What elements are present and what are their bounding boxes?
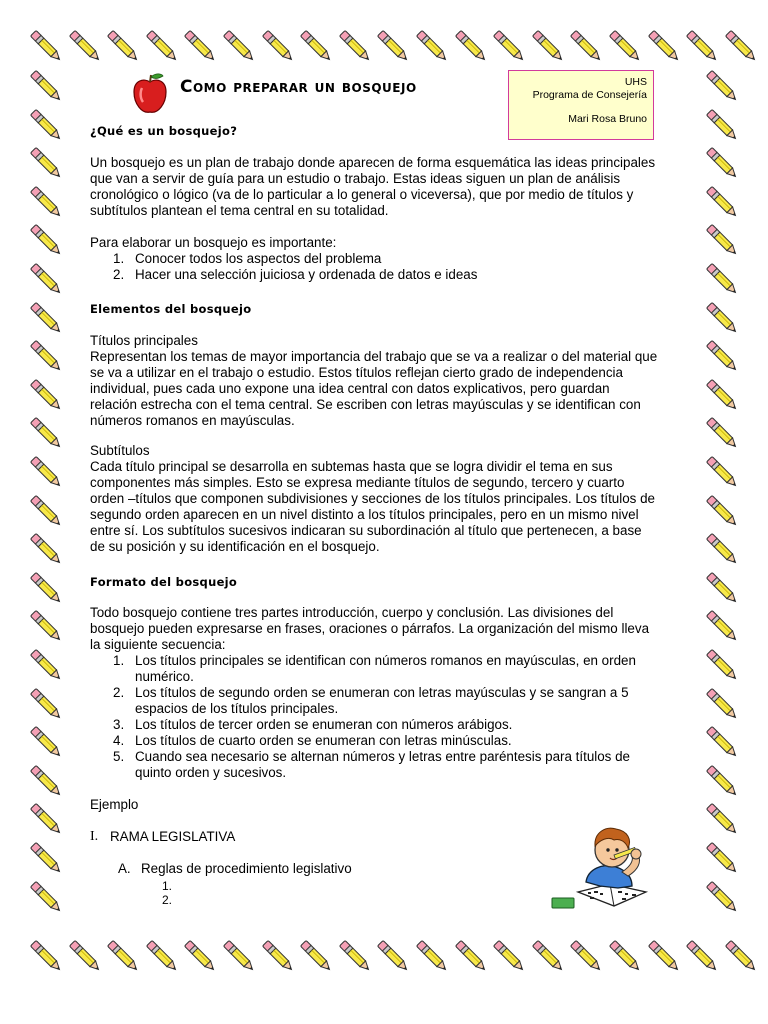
- subsection-title: Títulos principales: [90, 333, 198, 348]
- list-text: Los títulos de tercer orden se enumeran con números arábigos.: [135, 717, 513, 732]
- title-row: [130, 72, 510, 116]
- section-heading: Formato del bosquejo: [90, 575, 238, 589]
- pencil-icon: [140, 934, 184, 978]
- text-line: que van a servir de guía para un estudio o trabajo. Estas ideas siguen un plan de análisis: [90, 171, 621, 187]
- pencil-icon: [24, 682, 68, 726]
- pencil-icon: [700, 373, 744, 417]
- list-item: [113, 685, 678, 717]
- pencil-icon: [371, 24, 415, 68]
- pencil-icon: [700, 604, 744, 648]
- pencil-icon: [24, 373, 68, 417]
- pencil-icon: [24, 934, 68, 978]
- pencil-icon: [24, 875, 68, 919]
- pencil-icon: [564, 934, 608, 978]
- pencil-icon: [700, 103, 744, 147]
- pencil-icon: [63, 24, 107, 68]
- outline-level1-number: I.: [90, 829, 99, 844]
- pencil-icon: [700, 411, 744, 455]
- pencil-icon: [24, 836, 68, 880]
- pencil-icon: [24, 720, 68, 764]
- outline-level1-text: RAMA LEGISLATIVA: [110, 829, 236, 844]
- pencil-icon: [24, 218, 68, 262]
- text-line: entre sí. Los subtítulos sucesivos indicaran su subordinación al título que pertenecen, a base: [90, 523, 642, 539]
- apple-icon: [130, 72, 170, 116]
- paragraph: Para elaborar un bosquejo es importante:: [90, 235, 337, 250]
- list-item: [113, 749, 678, 781]
- list-text: espacios de los títulos principales.: [135, 701, 339, 717]
- text-line: Cada título principal se desarrolla en subtemas hasta que se logra dividir el tema en sus: [90, 459, 613, 474]
- list-text: Hacer una selección juiciosa y ordenada de datos e ideas: [135, 267, 478, 282]
- paragraph: [90, 155, 678, 219]
- list-number: 2.: [113, 267, 125, 282]
- pencil-icon: [449, 24, 493, 68]
- pencil-icon: [24, 64, 68, 108]
- pencil-icon: [719, 934, 763, 978]
- text-line: cronológico o lógico (va de lo particular a lo general o viceversa), que por medio de títulos y: [90, 187, 634, 203]
- pencil-icon: [294, 24, 338, 68]
- outline-level3-number: 1.: [162, 879, 173, 893]
- text-line: relación estrecha con el tema central. Se escriben con letras mayúsculas y se identifican con: [90, 397, 641, 413]
- list-text: quinto orden y sucesivos.: [135, 765, 287, 781]
- pencil-icon: [603, 934, 647, 978]
- paragraph: [90, 605, 678, 653]
- pencil-icon: [24, 643, 68, 687]
- text-line: bosquejo pueden expresarse en frases, oraciones o párrafos. La organización del mismo lleva: [90, 621, 650, 637]
- pencil-icon: [700, 527, 744, 571]
- outline-level3-number: 2.: [162, 893, 173, 907]
- info-school: UHS: [624, 76, 647, 88]
- list-item: [113, 717, 678, 733]
- pencil-icon: [700, 797, 744, 841]
- text-line: segundo orden aparecen en un nivel distinto a los títulos principales, pero en un mismo nivel: [90, 507, 639, 523]
- pencil-icon: [487, 934, 531, 978]
- pencil-icon: [487, 24, 531, 68]
- list-number: 4.: [113, 733, 125, 748]
- pencil-icon: [256, 24, 300, 68]
- pencil-icon: [680, 24, 724, 68]
- pencil-icon: [700, 566, 744, 610]
- list-number: 5.: [113, 749, 125, 764]
- studying-boy-illustration: [548, 822, 666, 914]
- pencil-icon: [24, 180, 68, 224]
- pencil-icon: [700, 450, 744, 494]
- pencil-icon: [24, 527, 68, 571]
- pencil-icon: [24, 103, 68, 147]
- pencil-icon: [101, 24, 145, 68]
- list-text: Los títulos de cuarto orden se enumeran con letras minúsculas.: [135, 733, 512, 748]
- list-text: Cuando sea necesario se alternan números y letras entre paréntesis para títulos de: [135, 749, 630, 764]
- outline-level2-text: Reglas de procedimiento legislativo: [141, 861, 352, 876]
- text-line: componentes más simples. Esto se expresa mediante títulos de segundo, tercero y cuarto: [90, 475, 625, 491]
- pencil-icon: [700, 759, 744, 803]
- paragraph: [90, 349, 678, 429]
- list-item: [113, 733, 678, 749]
- pencil-icon: [371, 934, 415, 978]
- pencil-icon: [217, 934, 261, 978]
- pencil-icon: [700, 218, 744, 262]
- example-label: Ejemplo: [90, 797, 139, 812]
- pencil-icon: [178, 24, 222, 68]
- pencil-icon: [642, 934, 686, 978]
- pencil-icon: [178, 934, 222, 978]
- pencil-icon: [24, 296, 68, 340]
- list-item: [113, 653, 678, 685]
- pencil-icon: [333, 934, 377, 978]
- text-line: orden –títulos que componen subdivisiones y secciones de los títulos principales. Los títulos de: [90, 491, 655, 507]
- pencil-icon: [603, 24, 647, 68]
- pencil-icon: [700, 720, 744, 764]
- pencil-icon: [700, 180, 744, 224]
- pencil-icon: [24, 566, 68, 610]
- pencil-icon: [564, 24, 608, 68]
- pencil-icon: [24, 411, 68, 455]
- text-line: subtítulos plantean el tema central en su totalidad.: [90, 203, 389, 219]
- pencil-icon: [410, 24, 454, 68]
- list-number: 1.: [113, 653, 125, 668]
- pencil-icon: [719, 24, 763, 68]
- pencil-icon: [410, 934, 454, 978]
- text-line: Todo bosquejo contiene tres partes introducción, cuerpo y conclusión. Las divisiones del: [90, 605, 614, 620]
- pencil-icon: [700, 64, 744, 108]
- subsection-title: Subtítulos: [90, 443, 150, 458]
- pencil-icon: [217, 24, 261, 68]
- pencil-icon: [526, 934, 570, 978]
- list-text: Los títulos de segundo orden se enumeran con letras mayúsculas y se sangran a 5: [135, 685, 629, 700]
- pencil-icon: [700, 334, 744, 378]
- list-text: Los títulos principales se identifican con números romanos en mayúsculas, en orden: [135, 653, 636, 668]
- list-item: [113, 251, 678, 267]
- page-title: Como preparar un bosquejo: [180, 77, 417, 97]
- text-line: números romanos en mayúsculas.: [90, 413, 295, 429]
- pencil-icon: [24, 257, 68, 301]
- section-heading: Elementos del bosquejo: [90, 302, 252, 316]
- pencil-icon: [24, 141, 68, 185]
- list-item: [113, 267, 678, 283]
- pencil-icon: [24, 489, 68, 533]
- pencil-icon: [140, 24, 184, 68]
- pencil-icon: [63, 934, 107, 978]
- pencil-icon: [680, 934, 724, 978]
- pencil-icon: [449, 934, 493, 978]
- text-line: de su posición y su identificación en el bosquejo.: [90, 539, 380, 555]
- pencil-icon: [256, 934, 300, 978]
- list-number: 1.: [113, 251, 125, 266]
- pencil-icon: [700, 296, 744, 340]
- pencil-icon: [333, 24, 377, 68]
- pencil-icon: [700, 875, 744, 919]
- text-line: la siguiente secuencia:: [90, 637, 226, 653]
- pencil-icon: [294, 934, 338, 978]
- info-author: Mari Rosa Bruno: [568, 113, 647, 125]
- paragraph: [90, 459, 678, 556]
- text-line: Representan los temas de mayor importancia del trabajo que se va a realizar o del material que: [90, 349, 658, 364]
- pencil-icon: [642, 24, 686, 68]
- pencil-icon: [700, 141, 744, 185]
- list-text: Conocer todos los aspectos del problema: [135, 251, 382, 266]
- pencil-icon: [700, 489, 744, 533]
- list-number: 3.: [113, 717, 125, 732]
- text-line: Un bosquejo es un plan de trabajo donde aparecen de forma esquemática las ideas principales: [90, 155, 656, 170]
- info-box: [508, 70, 654, 140]
- pencil-icon: [24, 334, 68, 378]
- pencil-icon: [24, 797, 68, 841]
- section-heading: ¿Qué es un bosquejo?: [90, 124, 238, 138]
- info-program: Programa de Consejería: [532, 89, 647, 101]
- list-number: 2.: [113, 685, 125, 700]
- pencil-icon: [700, 682, 744, 726]
- outline-level2-number: A.: [118, 861, 131, 876]
- pencil-icon: [24, 450, 68, 494]
- pencil-icon: [526, 24, 570, 68]
- text-line: se va a utilizar en el trabajo o estudio. Estos títulos reflejan cierto grado de independencia: [90, 365, 623, 381]
- list-text: numérico.: [135, 669, 194, 685]
- pencil-icon: [700, 257, 744, 301]
- pencil-icon: [24, 604, 68, 648]
- pencil-icon: [700, 643, 744, 687]
- text-line: individual, pues cada uno expone una idea central con datos explicativos, pero guardan: [90, 381, 610, 397]
- pencil-icon: [700, 836, 744, 880]
- pencil-icon: [24, 759, 68, 803]
- pencil-icon: [24, 24, 68, 68]
- pencil-icon: [101, 934, 145, 978]
